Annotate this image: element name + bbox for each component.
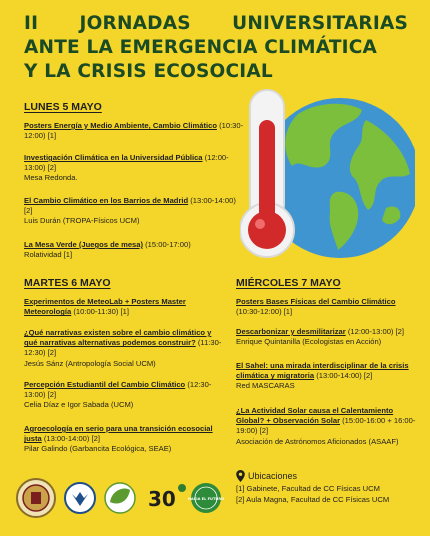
event-time: (13:00-14:00) [2] xyxy=(314,371,373,381)
event-title: Percepción Estudiantil del Cambio Climático xyxy=(24,380,186,389)
sponsor-logos xyxy=(14,472,224,530)
owl-logo xyxy=(65,483,95,513)
locations-heading xyxy=(236,470,389,482)
event-tuesday-4 xyxy=(24,424,224,455)
event-title: El Sahel: una mirada interdisciplinar de la crisis climática y migratoria xyxy=(236,361,409,381)
event-wednesday-3 xyxy=(236,361,416,392)
location-pin-icon xyxy=(236,470,245,482)
event-wednesday-2 xyxy=(236,327,416,347)
climate-illustration xyxy=(240,80,415,265)
event-subtitle: Asociación de Astrónomos Aficionados (ASAAF) xyxy=(236,436,399,446)
event-title: ¿Qué narrativas existen sobre el cambio climático y qué narrativas alternativas podemos construir? xyxy=(24,328,212,348)
event-subtitle: Jesús Sánz (Antropología Social UCM) xyxy=(24,358,156,368)
event-title: Posters Bases Físicas del Cambio Climático xyxy=(236,297,396,306)
day-heading-tuesday: MARTES 6 MAYO xyxy=(24,277,111,289)
title-line-1b: JORNADAS xyxy=(79,13,191,34)
green-logo-text: HACIA EL FUTURO xyxy=(187,497,224,501)
event-subtitle: Celia Díaz e Igor Sabada (UCM) xyxy=(24,400,134,410)
event-time: (13:00-14:00) [2] xyxy=(41,434,100,444)
event-time: (10:30-12:00) [1] xyxy=(236,307,293,317)
event-monday-2 xyxy=(24,153,246,184)
event-time: (13:00-14:00) [2] xyxy=(24,196,236,216)
event-subtitle: Luis Durán (TROPA-Físicos UCM) xyxy=(24,216,140,226)
event-subtitle: Enrique Quintanilla (Ecologistas en Acción) xyxy=(236,337,382,347)
number-logo xyxy=(148,484,186,511)
location-item-1: [1] Gabinete, Facultad de CC Físicas UCM xyxy=(236,484,380,493)
event-title: Posters Energía y Medio Ambiente, Cambio Climático xyxy=(24,121,217,130)
event-time: (10:30-12:00) [1] xyxy=(24,121,244,141)
title-line-2: ANTE LA EMERGENCIA CLIMÁTICA xyxy=(24,37,378,58)
event-monday-1 xyxy=(24,121,246,141)
event-time: (12:30-13:00) [2] xyxy=(24,380,212,400)
day-heading-wednesday: MIÉRCOLES 7 MAYO xyxy=(236,277,341,289)
event-time: (12:00-13:00) [2] xyxy=(24,153,229,173)
event-title: ¿La Actividad Solar causa el Calentamiento Global? + Observación Solar xyxy=(236,406,394,426)
title-line-3: Y LA CRISIS ECOSOCIAL xyxy=(24,61,273,82)
event-title: El Cambio Climático en los Barrios de Madrid xyxy=(24,196,189,205)
event-subtitle: Red MASCARAS xyxy=(236,381,295,391)
event-tuesday-3 xyxy=(24,380,224,411)
green-circle-logo xyxy=(188,483,224,513)
event-tuesday-2 xyxy=(24,328,224,369)
event-subtitle: Rolatividad [1] xyxy=(24,250,73,260)
event-time: (12:00-13:00) [2] xyxy=(345,327,405,336)
event-time: (10:00-11:30) [1] xyxy=(71,307,129,317)
leaf-logo xyxy=(105,483,135,513)
locations xyxy=(236,470,389,505)
locations-heading-label: Ubicaciones xyxy=(248,470,298,481)
event-subtitle: Mesa Redonda. xyxy=(24,173,78,183)
event-tuesday-1 xyxy=(24,297,224,317)
event-time: (15:00-17:00) xyxy=(143,240,191,249)
title-line-1c: UNIVERSITARIAS xyxy=(232,13,408,34)
event-wednesday-4 xyxy=(236,406,416,447)
event-monday-3 xyxy=(24,196,246,227)
poster-title xyxy=(24,12,408,84)
event-monday-4 xyxy=(24,240,246,260)
event-wednesday-1 xyxy=(236,297,416,317)
location-item-2: [2] Aula Magna, Facultad de CC Físicas UCM xyxy=(236,495,390,504)
event-title: Investigación Climática en la Universidad Pública xyxy=(24,153,203,162)
event-title: Agroecología en serio para una transición ecosocial justa xyxy=(24,424,213,444)
event-title: Experimentos de MeteoLab + Posters Master Meteorología xyxy=(24,297,186,317)
day-heading-monday: LUNES 5 MAYO xyxy=(24,101,102,113)
event-title: La Mesa Verde (Juegos de mesa) xyxy=(24,240,144,249)
title-line-1a: II xyxy=(24,13,39,34)
event-time: (11:30-12:30) [2] xyxy=(24,338,222,358)
event-time: (15:00-16:00 + 16:00-19:00) [2] xyxy=(236,416,416,436)
event-subtitle: Pilar Galindo (Garbancita Ecológica, SEAE) xyxy=(24,444,172,454)
event-title: Descarbonizar y desmilitarizar xyxy=(236,327,346,336)
university-seal-logo xyxy=(17,479,55,517)
badge-30-text: 30 xyxy=(148,487,176,511)
